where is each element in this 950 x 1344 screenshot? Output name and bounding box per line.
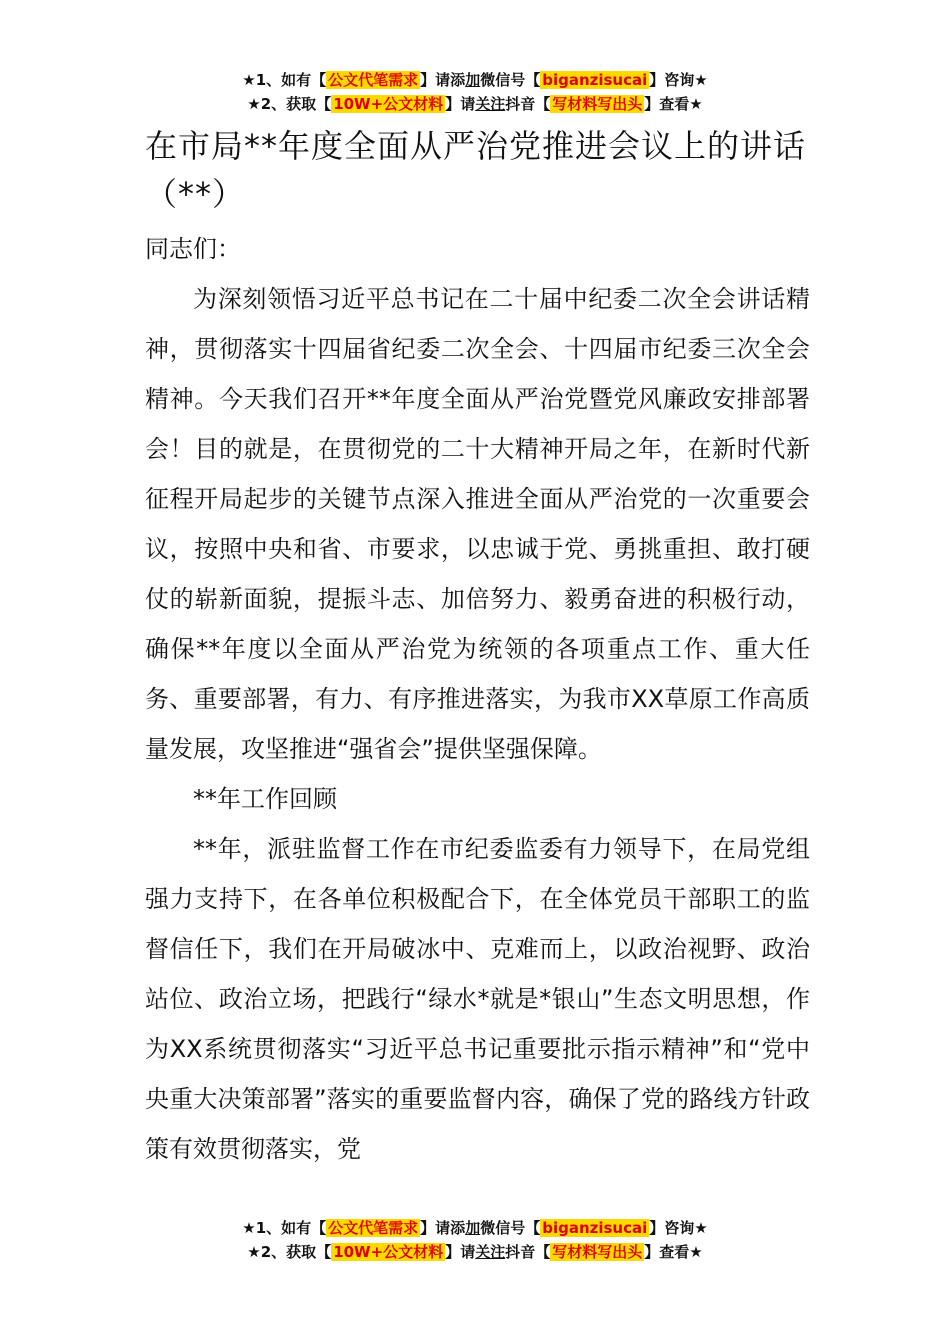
footer-banner [0,1216,950,1264]
section-heading: **年工作回顾 [193,785,337,813]
banner-wechat-id: biganzisucai [542,1219,648,1237]
banner-douyin-id: 写材料写出头 [552,1243,643,1261]
banner-highlight: 10W+公文材料 [333,1243,444,1261]
salutation: 同志们： [145,235,241,263]
banner-line-1: ★1、如有【 公文代笔需求 】请添加微信号【 biganzisucai 】咨询★ [242,71,708,89]
banner-wechat-id: biganzisucai [542,71,648,89]
document-body [145,122,810,1174]
banner-line-1: ★1、如有【 公文代笔需求 】请添加微信号【 biganzisucai 】咨询★ [242,1219,708,1237]
body-paragraph: 为深刻领悟习近平总书记在二十届中纪委二次全会讲话精神，贯彻落实十四届省纪委二次全会、十四届市纪委三次全会精神。今天我们召开**年度全面从严治党暨党风廉政安排部署会！目的就是，在贯彻党的二十大精神开局之年，在新时代新征程开局起步的关键节点深入推进全面从严治党的一次重要会议，按照中央和省、市要求，以忠诚于党、勇挑重担、敢打硬仗的崭新面貌，提振斗志、加倍努力、毅勇奋进的积极行动，确保**年度以全面从严治党为统领的各项重点工作、重大任务、重要部署，有力、有序推进落实，为我市XX草原工作高质量发展，攻坚推进“强省会”提供坚强保障。 [145,285,810,763]
banner-highlight: 10W+公文材料 [333,95,444,113]
banner-line-2: ★2、获取【 10W+公文材料 】请关注抖音【 写材料写出头 】查看★ [247,1243,703,1261]
banner-douyin-id: 写材料写出头 [552,95,643,113]
banner-highlight: 公文代笔需求 [328,71,419,89]
section-paragraph: **年，派驻监督工作在市纪委监委有力领导下，在局党组强力支持下，在各单位积极配合下，在全体党员干部职工的监督信任下，我们在开局破冰中、克难而上，以政治视野、政治站位、政治立场，把践行“绿水*就是*银山”生态文明思想，作为XX系统贯彻落实“习近平总书记重要批示指示精神”和“党中央重大决策部署”落实的重要监督内容，确保了党的路线方针政策有效贯彻落实，党 [145,835,810,1163]
document-title: 在市局**年度全面从严治党推进会议上的讲话（**） [145,127,807,213]
banner-line-2: ★2、获取【 10W+公文材料 】请关注抖音【 写材料写出头 】查看★ [247,95,703,113]
header-banner [0,68,950,116]
banner-highlight: 公文代笔需求 [328,1219,419,1237]
